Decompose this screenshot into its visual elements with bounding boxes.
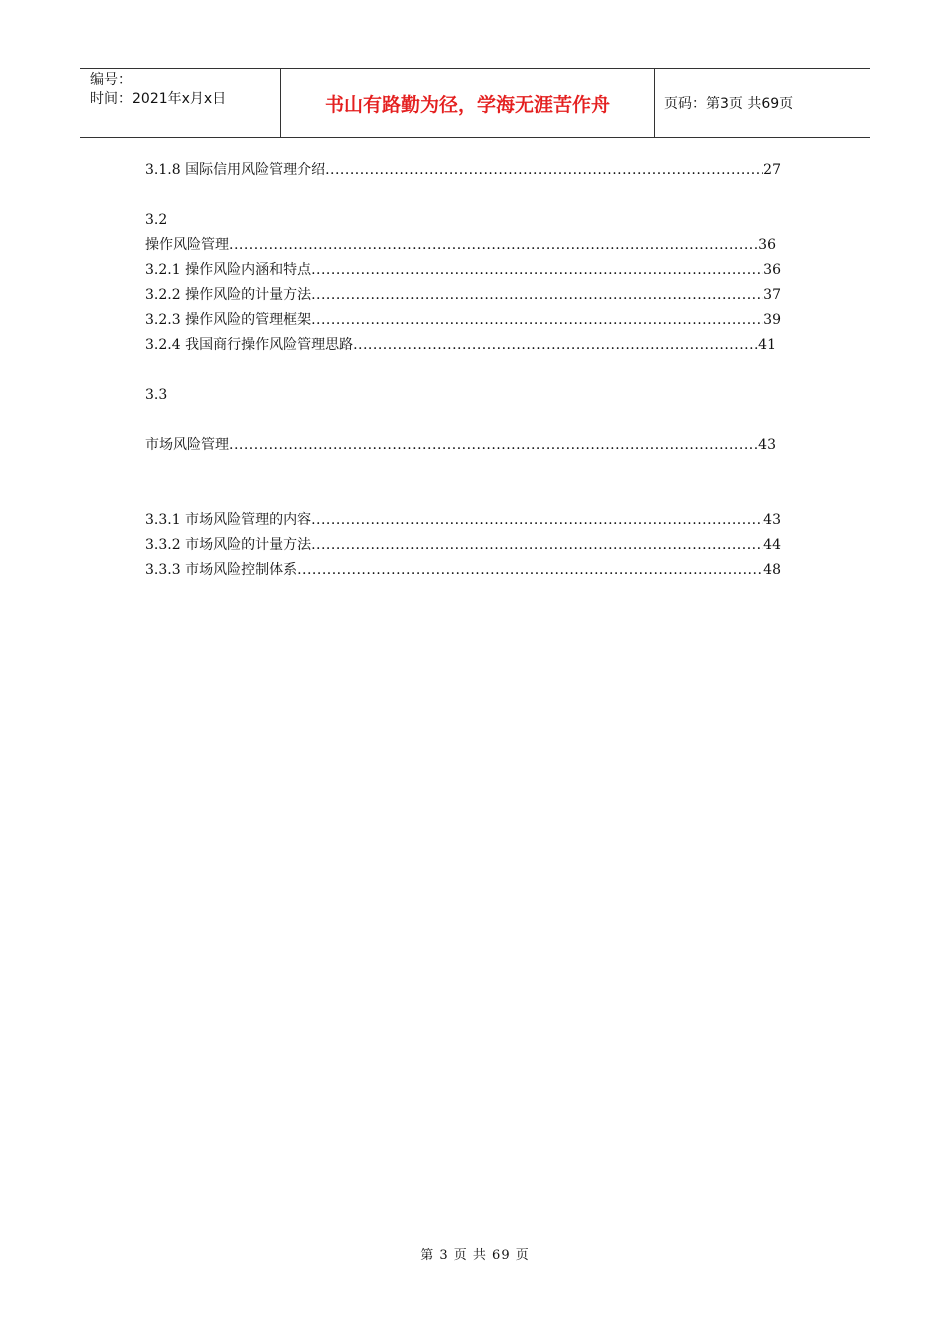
toc-entry-3-3-3[interactable] xyxy=(145,558,781,583)
toc-entry-3-1-8[interactable] xyxy=(145,158,781,183)
toc-leader-dots xyxy=(325,158,763,183)
toc-entry-label: 3.3.2 市场风险的计量方法 xyxy=(145,537,312,553)
toc-entry-label: 3.3.3 市场风险控制体系 xyxy=(145,562,298,578)
toc-entry-3-2-1[interactable] xyxy=(145,258,781,283)
toc-entry-3-3[interactable] xyxy=(145,433,776,458)
toc-leader-dots xyxy=(311,533,763,558)
page-header xyxy=(80,68,870,138)
toc-entry-page: 44 xyxy=(763,537,781,553)
toc-entry-page: 43 xyxy=(763,512,781,528)
header-meta xyxy=(80,69,281,137)
toc-entry-3-2[interactable] xyxy=(145,233,776,258)
toc-entry-page: 27 xyxy=(763,162,781,178)
toc-entry-page: 48 xyxy=(763,562,781,578)
toc-entry-3-2-4[interactable] xyxy=(145,333,776,358)
toc-leader-dots xyxy=(311,283,763,308)
toc-leader-dots xyxy=(311,308,763,333)
header-motto: 书山有路勤为径，学海无涯苦作舟 xyxy=(281,69,655,137)
toc-leader-dots xyxy=(353,333,758,358)
toc-entry-label: 3.3.1 市场风险管理的内容 xyxy=(145,512,312,528)
header-page-info: 页码：第3页 共69页 xyxy=(664,96,794,112)
number-label: 编号： xyxy=(90,72,132,88)
toc-section-number-3-2: 3.2 xyxy=(145,212,168,228)
toc-section-number-3-3: 3.3 xyxy=(145,387,168,403)
time-label: 时间：2021年x月x日 xyxy=(90,91,227,107)
toc-leader-dots xyxy=(311,508,763,533)
toc-entry-3-3-2[interactable] xyxy=(145,533,781,558)
toc-entry-label: 市场风险管理 xyxy=(145,437,229,453)
toc-leader-dots xyxy=(229,233,758,258)
toc-leader-dots xyxy=(311,258,763,283)
toc-entry-page: 37 xyxy=(763,287,781,303)
table-of-contents xyxy=(145,158,781,583)
toc-entry-page: 39 xyxy=(763,312,781,328)
toc-entry-label: 3.2.3 操作风险的管理框架 xyxy=(145,312,312,328)
toc-entry-page: 36 xyxy=(758,237,776,253)
toc-entry-3-2-3[interactable] xyxy=(145,308,781,333)
toc-entry-3-3-1[interactable] xyxy=(145,508,781,533)
toc-entry-3-2-2[interactable] xyxy=(145,283,781,308)
toc-entry-page: 41 xyxy=(758,337,776,353)
toc-entry-label: 操作风险管理 xyxy=(145,237,229,253)
toc-entry-label: 3.2.2 操作风险的计量方法 xyxy=(145,287,312,303)
toc-entry-label: 3.2.4 我国商行操作风险管理思路 xyxy=(145,337,354,353)
toc-entry-label: 3.2.1 操作风险内涵和特点 xyxy=(145,262,312,278)
toc-leader-dots xyxy=(297,558,763,583)
toc-entry-page: 43 xyxy=(758,437,776,453)
page-footer: 第 3 页 共 69 页 xyxy=(420,1248,530,1263)
toc-entry-label: 3.1.8 国际信用风险管理介绍 xyxy=(145,162,326,178)
toc-leader-dots xyxy=(229,433,758,458)
toc-entry-page: 36 xyxy=(763,262,781,278)
